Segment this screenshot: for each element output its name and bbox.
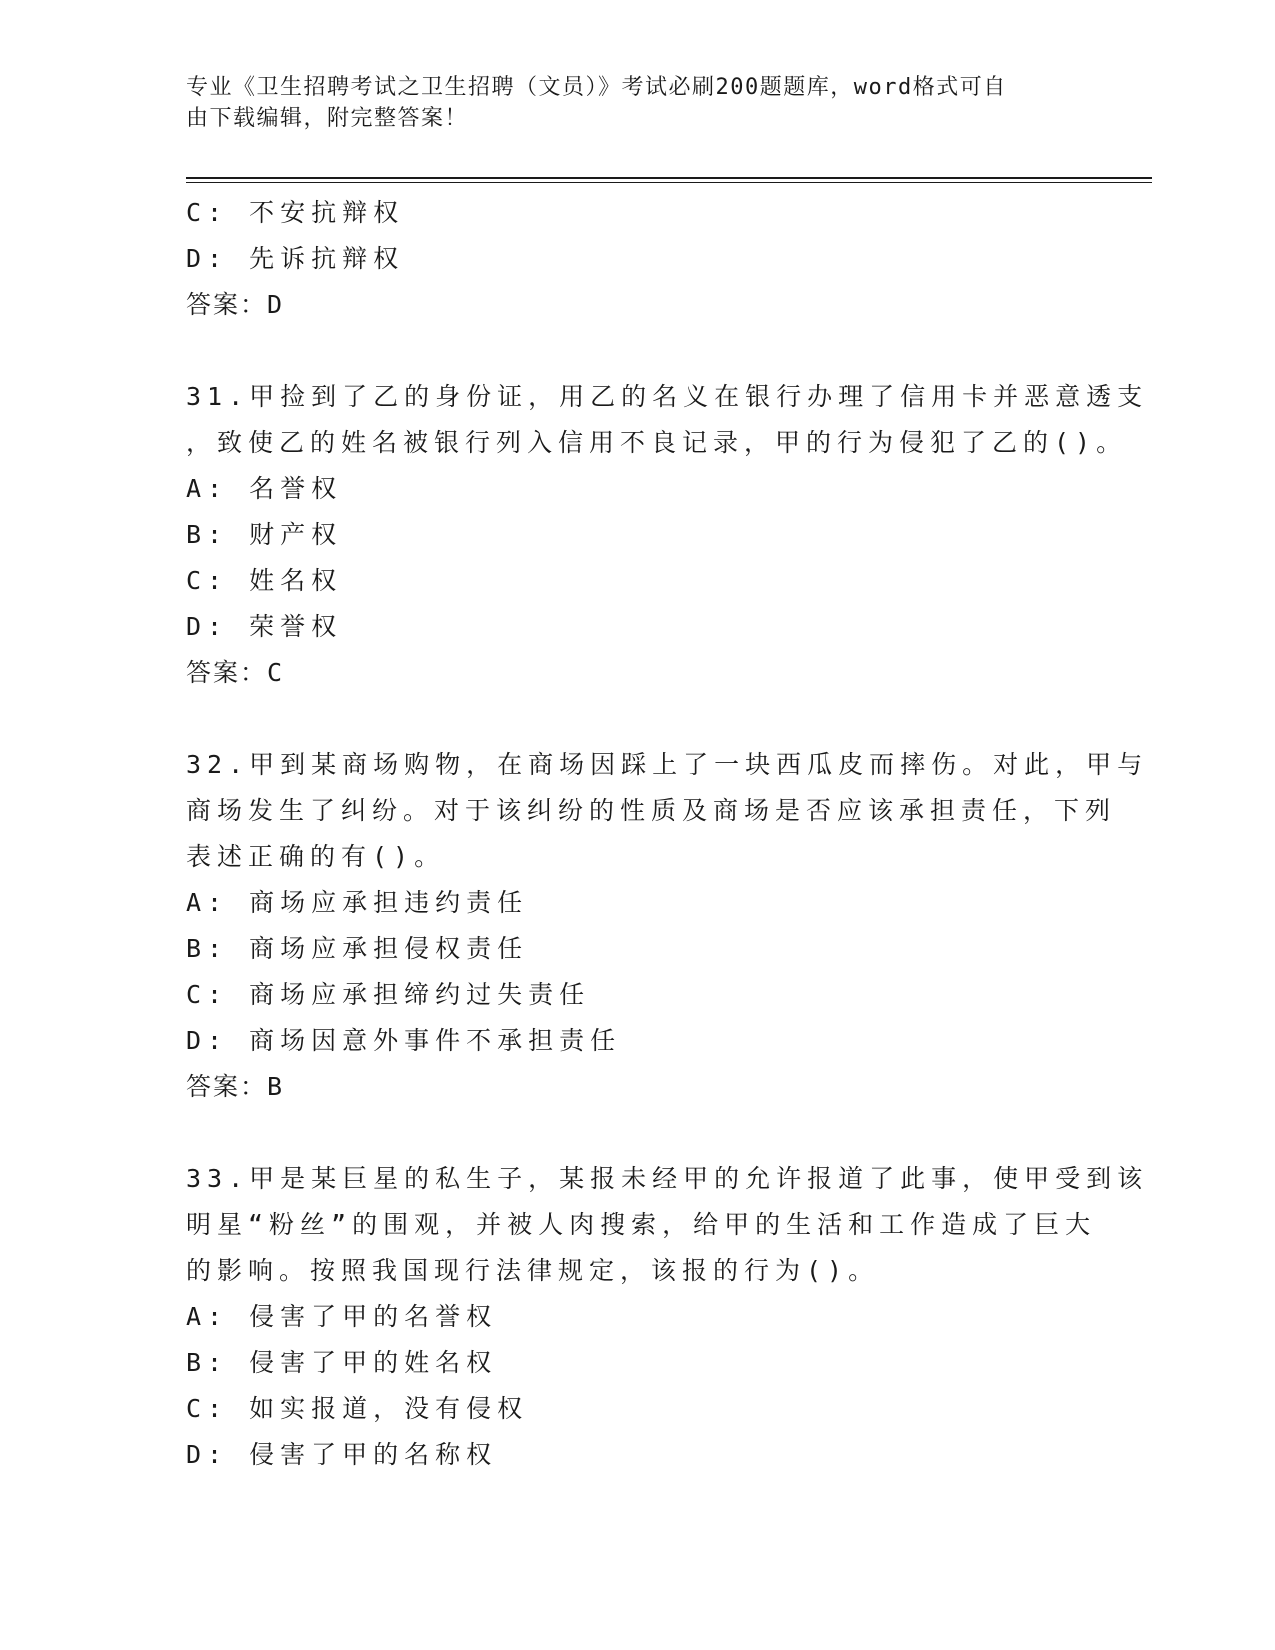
option-b: B: 商场应承担侵权责任 <box>186 934 529 963</box>
option-a: A: 名誉权 <box>186 474 343 503</box>
question-text-line: 32.甲到某商场购物，在商场因踩上了一块西瓜皮而摔伤。对此，甲与 <box>186 750 1149 779</box>
header-title-line-2: 由下载编辑，附完整答案！ <box>186 106 469 131</box>
question-text-line: 33.甲是某巨星的私生子，某报未经甲的允许报道了此事，使甲受到该 <box>186 1164 1149 1193</box>
option-c: C: 不安抗辩权 <box>186 198 405 227</box>
question-text-line: 的影响。按照我国现行法律规定，该报的行为()。 <box>186 1256 880 1285</box>
question-text-line: 表述正确的有()。 <box>186 842 446 871</box>
header-divider-thick <box>186 177 1152 179</box>
question-list <box>186 190 1149 1478</box>
option-c: C: 姓名权 <box>186 566 343 595</box>
question-32 <box>186 742 1149 1110</box>
answer-line: 答案：D <box>186 290 285 319</box>
question-text-line: 商场发生了纠纷。对于该纠纷的性质及商场是否应该承担责任，下列 <box>186 796 1117 825</box>
question-text-line: 明星“粉丝”的围观，并被人肉搜索，给甲的生活和工作造成了巨大 <box>186 1210 1097 1239</box>
option-b: B: 侵害了甲的姓名权 <box>186 1348 498 1377</box>
option-c: C: 商场应承担缔约过失责任 <box>186 980 591 1009</box>
header-title-line-1: 专业《卫生招聘考试之卫生招聘（文员）》考试必刷200题题库，word格式可自 <box>186 75 1007 100</box>
option-c: C: 如实报道，没有侵权 <box>186 1394 529 1423</box>
option-d: D: 荣誉权 <box>186 612 343 641</box>
question-text-line: 31.甲捡到了乙的身份证，用乙的名义在银行办理了信用卡并恶意透支 <box>186 382 1149 411</box>
option-a: A: 商场应承担违约责任 <box>186 888 529 917</box>
option-a: A: 侵害了甲的名誉权 <box>186 1302 498 1331</box>
option-d: D: 先诉抗辩权 <box>186 244 405 273</box>
option-d: D: 侵害了甲的名称权 <box>186 1440 498 1469</box>
question-33 <box>186 1156 1149 1478</box>
option-d: D: 商场因意外事件不承担责任 <box>186 1026 622 1055</box>
document-header <box>186 72 1066 134</box>
answer-line: 答案：C <box>186 658 285 687</box>
answer-line: 答案：B <box>186 1072 285 1101</box>
header-divider-thin <box>186 182 1152 183</box>
option-b: B: 财产权 <box>186 520 343 549</box>
question-text-line: ，致使乙的姓名被银行列入信用不良记录，甲的行为侵犯了乙的()。 <box>186 428 1128 457</box>
question-30-tail <box>186 190 1086 328</box>
question-31 <box>186 374 1149 696</box>
